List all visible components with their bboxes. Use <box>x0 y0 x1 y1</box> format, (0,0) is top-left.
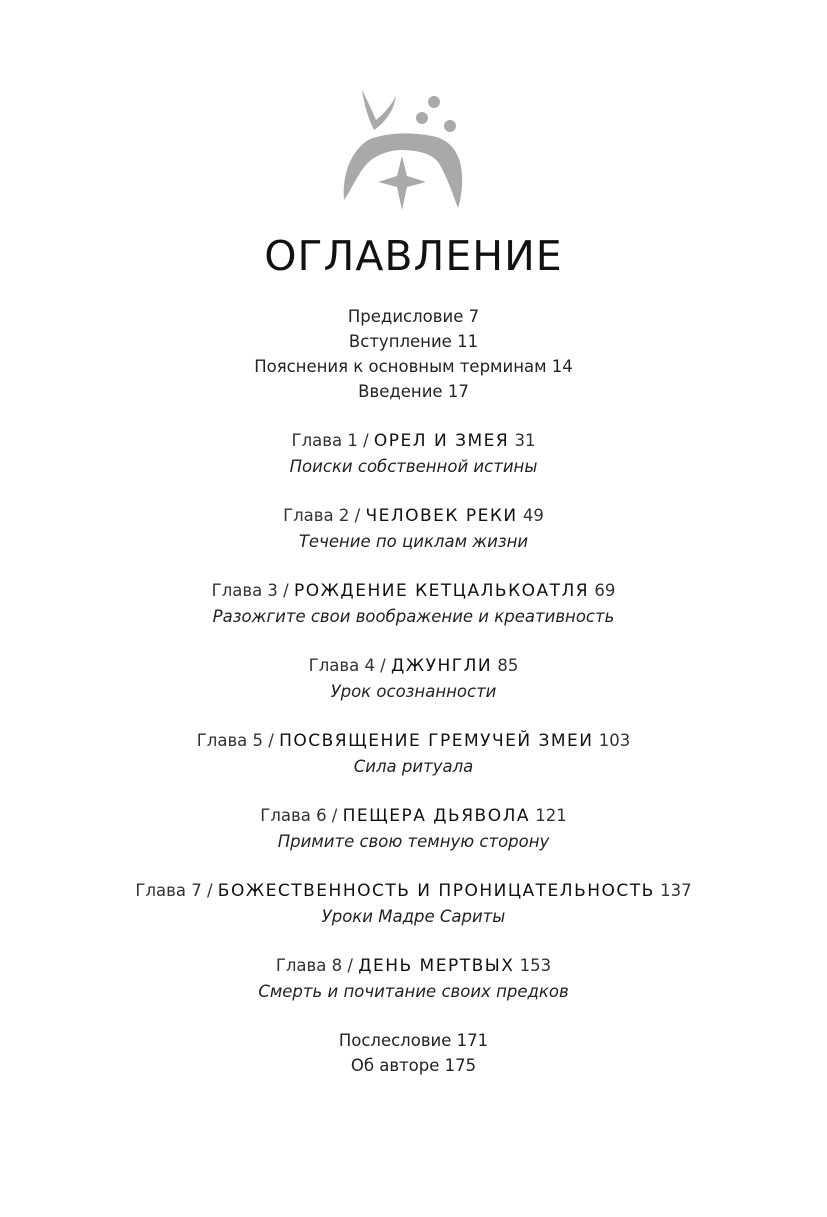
chapter-title: БОЖЕСТВЕННОСТЬ И ПРОНИЦАТЕЛЬНОСТЬ <box>217 881 655 901</box>
chapter-subtitle: Поиски собственной истины <box>289 457 538 476</box>
star-glyph-icon <box>340 88 470 218</box>
chapter-subtitle: Урок осознанности <box>330 682 497 701</box>
chapter-subtitle: Течение по циклам жизни <box>298 532 529 551</box>
chapter-entry[interactable] <box>0 653 827 728</box>
front-matter-item[interactable]: Введение 17 <box>358 382 469 401</box>
chapter-entry[interactable] <box>0 503 827 578</box>
front-matter-item[interactable]: Пояснения к основным терминам 14 <box>254 357 573 376</box>
chapter-subtitle: Сила ритуала <box>353 757 474 776</box>
chapter-page: 69 <box>594 581 616 600</box>
chapter-subtitle: Смерть и почитание своих предков <box>258 982 569 1001</box>
chapter-page: 49 <box>522 506 544 525</box>
chapter-label: Глава 8 / <box>275 956 353 975</box>
chapter-subtitle: Примите свою темную сторону <box>277 832 550 851</box>
chapter-label: Глава 6 / <box>260 806 338 825</box>
chapter-title: ПЕЩЕРА ДЬЯВОЛА <box>342 806 530 826</box>
chapter-entry[interactable] <box>0 728 827 803</box>
chapter-title: РОЖДЕНИЕ КЕТЦАЛЬКОАТЛЯ <box>293 581 590 601</box>
chapter-title: ДЕНЬ МЕРТВЫХ <box>358 956 515 976</box>
chapter-title: ЧЕЛОВЕК РЕКИ <box>365 506 518 526</box>
back-matter-list <box>0 1028 827 1078</box>
chapter-entry[interactable] <box>0 953 827 1028</box>
chapter-label: Глава 3 / <box>211 581 289 600</box>
chapter-page: 137 <box>660 881 692 900</box>
chapter-page: 31 <box>514 431 536 450</box>
chapter-subtitle: Уроки Мадре Сариты <box>321 907 506 926</box>
chapter-entry[interactable] <box>0 578 827 653</box>
front-matter-item[interactable]: Вступление 11 <box>348 332 479 351</box>
back-matter-item[interactable]: Послесловие 171 <box>338 1031 489 1050</box>
front-matter-item[interactable]: Предисловие 7 <box>347 307 480 326</box>
chapter-label: Глава 1 / <box>291 431 369 450</box>
chapter-label: Глава 2 / <box>283 506 361 525</box>
back-matter-item[interactable]: Об авторе 175 <box>350 1056 477 1075</box>
chapter-title: ДЖУНГЛИ <box>391 656 493 676</box>
chapter-label: Глава 4 / <box>308 656 386 675</box>
chapter-list <box>0 428 827 1028</box>
chapter-title: ОРЕЛ И ЗМЕЯ <box>373 431 510 451</box>
chapter-label: Глава 7 / <box>135 881 213 900</box>
chapter-entry[interactable] <box>0 878 827 953</box>
chapter-label: Глава 5 / <box>196 731 274 750</box>
chapter-entry[interactable] <box>0 803 827 878</box>
chapter-title: ПОСВЯЩЕНИЕ ГРЕМУЧЕЙ ЗМЕИ <box>279 731 594 751</box>
front-matter-list <box>0 304 827 404</box>
chapter-page: 103 <box>598 731 631 750</box>
chapter-subtitle: Разожгите свои воображение и креативность <box>212 607 615 626</box>
page-title: ОГЛАВЛЕНИЕ <box>264 232 563 280</box>
chapter-page: 121 <box>535 806 567 825</box>
chapter-page: 153 <box>519 956 552 975</box>
chapter-entry[interactable] <box>0 428 827 503</box>
chapter-page: 85 <box>497 656 519 675</box>
